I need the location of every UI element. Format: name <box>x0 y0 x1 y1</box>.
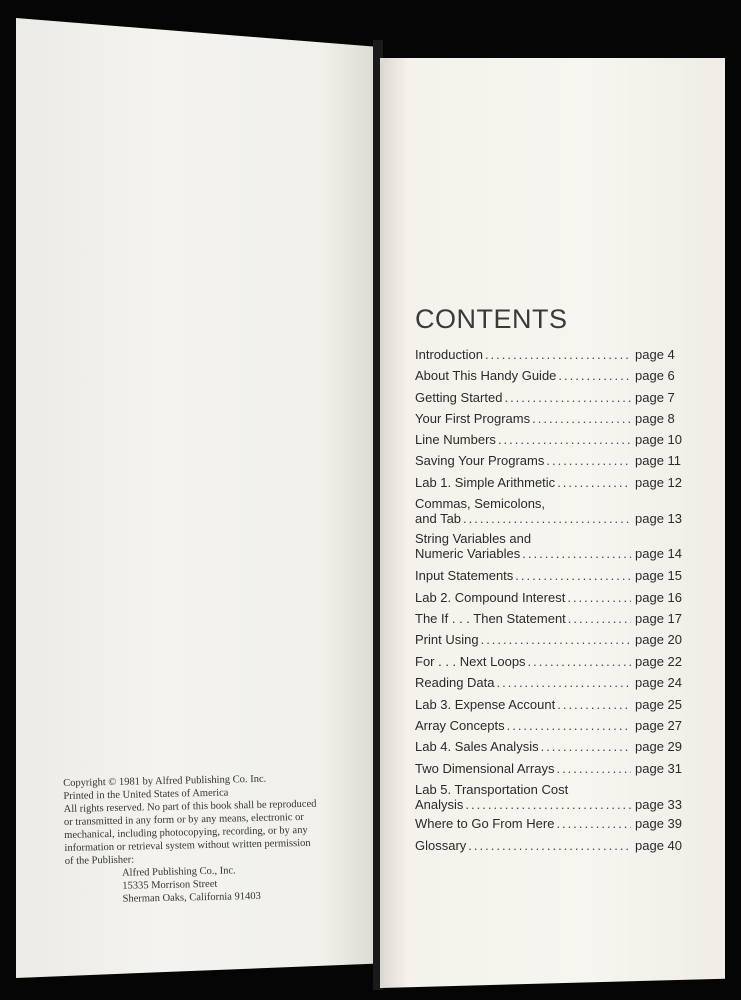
toc-entry-row <box>415 675 693 690</box>
toc-leader-dots <box>468 838 631 853</box>
toc-entry-title: About This Handy Guide <box>415 368 557 383</box>
toc-entry-title: Glossary <box>415 838 467 853</box>
toc-entry-page: page 40 <box>635 838 682 853</box>
toc-leader-dots <box>567 590 631 605</box>
toc-entry-title: and Tab <box>415 511 462 526</box>
toc-entry-row <box>415 611 693 626</box>
toc-leader-dots <box>485 347 631 362</box>
toc-entry-title: Introduction <box>415 347 483 362</box>
toc-entry-row <box>415 697 693 712</box>
toc-entry-page: page 7 <box>635 390 675 405</box>
toc-entry-page: page 24 <box>635 675 682 690</box>
publisher-street: 15335 Morrison Street <box>122 878 218 892</box>
toc-entry-row <box>415 718 693 733</box>
toc-entry <box>415 496 693 526</box>
toc-entry-page: page 20 <box>635 632 682 647</box>
toc-entry-page: page 25 <box>635 697 682 712</box>
toc-entry-page: page 29 <box>635 739 682 754</box>
toc-entry-row <box>415 411 693 426</box>
toc-entry <box>415 475 693 490</box>
toc-leader-dots <box>556 761 631 776</box>
toc-leader-dots <box>546 453 631 468</box>
toc-entry-title-line1: Lab 5. Transportation Cost <box>415 782 569 797</box>
toc-leader-dots <box>532 411 631 426</box>
toc-entry-title: Getting Started <box>415 390 503 405</box>
toc-entry-page: page 6 <box>635 368 675 383</box>
toc-entry <box>415 697 693 712</box>
toc-entry-row <box>415 432 693 447</box>
toc-leader-dots <box>528 654 631 669</box>
toc-entry-title: Where to Go From Here <box>415 816 555 831</box>
toc-entry-page: page 13 <box>635 511 682 526</box>
toc-entry-title: Print Using <box>415 632 479 647</box>
toc-entry-page: page 11 <box>635 453 682 468</box>
toc-entry <box>415 368 693 383</box>
toc-entry-row <box>415 568 693 583</box>
toc-leader-dots <box>522 546 631 561</box>
toc-leader-dots <box>557 697 631 712</box>
toc-leader-dots <box>558 368 631 383</box>
toc-leader-dots <box>507 718 631 733</box>
copyright-line: Printed in the United States of America <box>63 787 229 802</box>
toc-entry <box>415 816 693 831</box>
toc-entry-row <box>415 511 693 526</box>
toc-entry-page: page 27 <box>635 718 682 733</box>
toc-entry-title: Lab 4. Sales Analysis <box>415 739 539 754</box>
toc-entry <box>415 761 693 776</box>
toc-entry-title: Input Statements <box>415 568 514 583</box>
toc-entry-row <box>415 453 693 468</box>
toc-entry-row <box>415 390 693 405</box>
toc-entry-page: page 31 <box>635 761 682 776</box>
toc-entry-title: Line Numbers <box>415 432 496 447</box>
toc-entry-title: Array Concepts <box>415 718 505 733</box>
toc-entry-row <box>415 654 693 669</box>
toc-entry-row <box>415 797 693 812</box>
toc-leader-dots <box>481 632 631 647</box>
toc-entry-page: page 8 <box>635 411 675 426</box>
toc-entry-title: The If . . . Then Statement <box>415 611 566 626</box>
toc-leader-dots <box>465 797 631 812</box>
toc-entry-page: page 17 <box>635 611 682 626</box>
toc-entry-title: Lab 3. Expense Account <box>415 697 556 712</box>
copyright-line: All rights reserved. No part of this book shall be reproduced <box>63 798 317 815</box>
toc-entry-page: page 4 <box>635 347 675 362</box>
toc-entry <box>415 838 693 853</box>
publisher-city: Sherman Oaks, California 91403 <box>122 890 261 905</box>
toc-entry-row <box>415 475 693 490</box>
toc-entry-row <box>415 739 693 754</box>
toc-entry-page: page 12 <box>635 475 682 490</box>
copyright-notice <box>63 771 366 907</box>
toc-entry <box>415 739 693 754</box>
toc-entry <box>415 675 693 690</box>
toc-entry <box>415 347 693 362</box>
toc-entry <box>415 411 693 426</box>
toc-entry <box>415 632 693 647</box>
toc-entry-title: For . . . Next Loops <box>415 654 526 669</box>
toc-entry-title: Lab 1. Simple Arithmetic <box>415 475 556 490</box>
toc-entry <box>415 453 693 468</box>
toc-entry <box>415 718 693 733</box>
toc-entry-row <box>415 546 693 561</box>
toc-entry-title: Saving Your Programs <box>415 453 545 468</box>
toc-entry-page: page 22 <box>635 654 682 669</box>
copyright-line: mechanical, including photocopying, recording, or by any <box>64 824 308 841</box>
toc-leader-dots <box>541 739 631 754</box>
toc-entry-title: Two Dimensional Arrays <box>415 761 555 776</box>
toc-entry <box>415 654 693 669</box>
toc-entry <box>415 590 693 605</box>
toc-entry-page: page 10 <box>635 432 682 447</box>
toc-leader-dots <box>568 611 631 626</box>
contents-title: CONTENTS <box>415 304 568 334</box>
toc-entry-row <box>415 590 693 605</box>
toc-entry-row <box>415 761 693 776</box>
toc-entry-page: page 16 <box>635 590 682 605</box>
toc-entry-row <box>415 816 693 831</box>
toc-entry-title: Analysis <box>415 797 464 812</box>
toc-leader-dots <box>498 432 631 447</box>
toc-entry-title-line1: Commas, Semicolons, <box>415 496 546 511</box>
toc-entry-title: Reading Data <box>415 675 495 690</box>
toc-leader-dots <box>463 511 631 526</box>
toc-entry-page: page 14 <box>635 546 682 561</box>
toc-leader-dots <box>556 816 631 831</box>
toc-entry-page: page 33 <box>635 797 682 812</box>
copyright-line: of the Publisher: <box>64 854 135 867</box>
copyright-line: or transmitted in any form or by any means, electronic or <box>63 811 304 828</box>
toc-entry <box>415 568 693 583</box>
toc-entry <box>415 390 693 405</box>
toc-leader-dots <box>497 675 632 690</box>
toc-leader-dots <box>504 390 631 405</box>
toc-entry-page: page 39 <box>635 816 682 831</box>
toc-entry <box>415 611 693 626</box>
toc-entry-title: Lab 2. Compound Interest <box>415 590 566 605</box>
copyright-line: information or retrieval system without written permission <box>64 837 311 854</box>
toc-entry-row <box>415 838 693 853</box>
copyright-line: Copyright © 1981 by Alfred Publishing Co. Inc. <box>63 773 267 789</box>
toc-entry <box>415 432 693 447</box>
toc-entry-title: Your First Programs <box>415 411 531 426</box>
toc-entry <box>415 531 693 561</box>
toc-entry-page: page 15 <box>635 568 682 583</box>
toc-entry-row <box>415 368 693 383</box>
toc-entry-title-line1: String Variables and <box>415 531 532 546</box>
toc-entry-row <box>415 347 693 362</box>
toc-entry <box>415 782 693 812</box>
toc-entry-row <box>415 632 693 647</box>
publisher-name: Alfred Publishing Co., Inc. <box>121 865 236 879</box>
toc-leader-dots <box>515 568 631 583</box>
toc-leader-dots <box>557 475 631 490</box>
toc-entry-title: Numeric Variables <box>415 546 521 561</box>
